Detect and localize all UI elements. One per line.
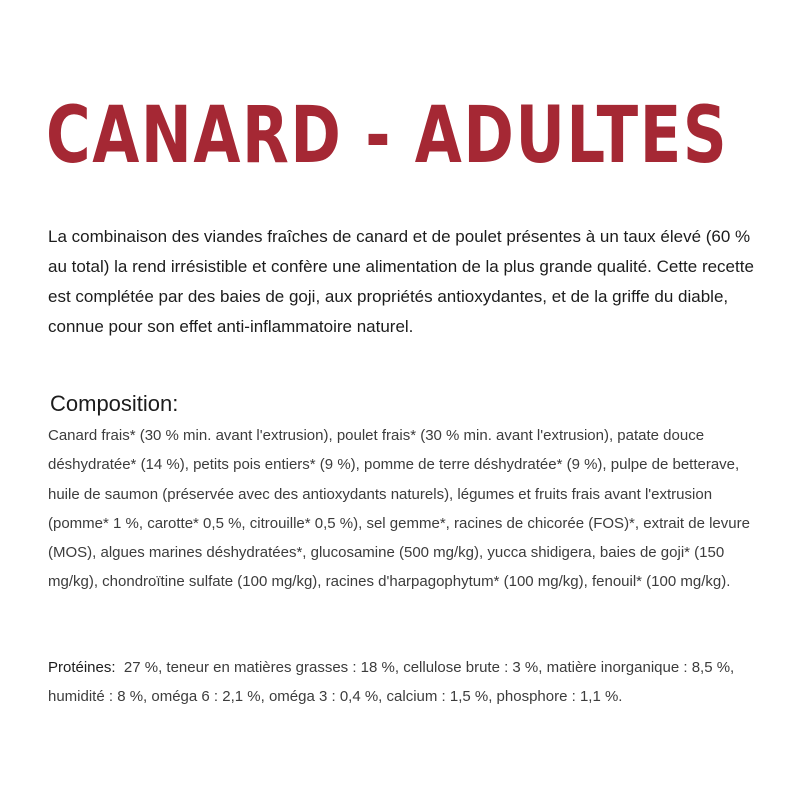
analysis-label: Protéines: (48, 659, 116, 676)
page-title: CANARD - ADULTES (46, 91, 729, 181)
analysis-text: 27 %, teneur en matières grasses : 18 %, cellulose brute : 3 %, matière inorganique : 8,5 %, humidité : 8 %, oméga 6 : 2,1 %, oméga 3 : 0,4 %, calcium : 1,5 %, phosphore : 1,1 %. (48, 659, 735, 705)
composition-heading: Composition: (50, 391, 179, 416)
composition-text: Canard frais* (30 % min. avant l'extrusion), poulet frais* (30 % min. avant l'extrusion), patate douce déshydratée* (14 %), petits pois entiers* (9 %), pomme de terre déshydratée* (9 %), pulpe de betterave, huile de saumon (préservée avec des antioxydants naturels), légumes et fruits frais avant l'extrusion (pomme* 1 %, carotte* 0,5 %, citrouille* 0,5 %), sel gemme*, racines de chicorée (FOS)*, extrait de levure (MOS), algues marines déshydratées*, glucosamine (500 mg/kg), yucca shidigera, baies de goji* (150 mg/kg), chondroïtine sulfate (100 mg/kg), racines d'harpagophytum* (100 mg/kg), fenouil* (100 mg/kg). (48, 427, 750, 591)
analysis-paragraph (48, 653, 760, 711)
intro-paragraph: La combinaison des viandes fraîches de canard et de poulet présentes à un taux élevé (60 % au total) la rend irrésistible et confère une alimentation de la plus grande qualité. Cette recette est complétée par des baies de goji, aux propriétés antioxydantes, et de la griffe du diable, connue pour son effet anti-inflammatoire naturel. (48, 227, 754, 336)
